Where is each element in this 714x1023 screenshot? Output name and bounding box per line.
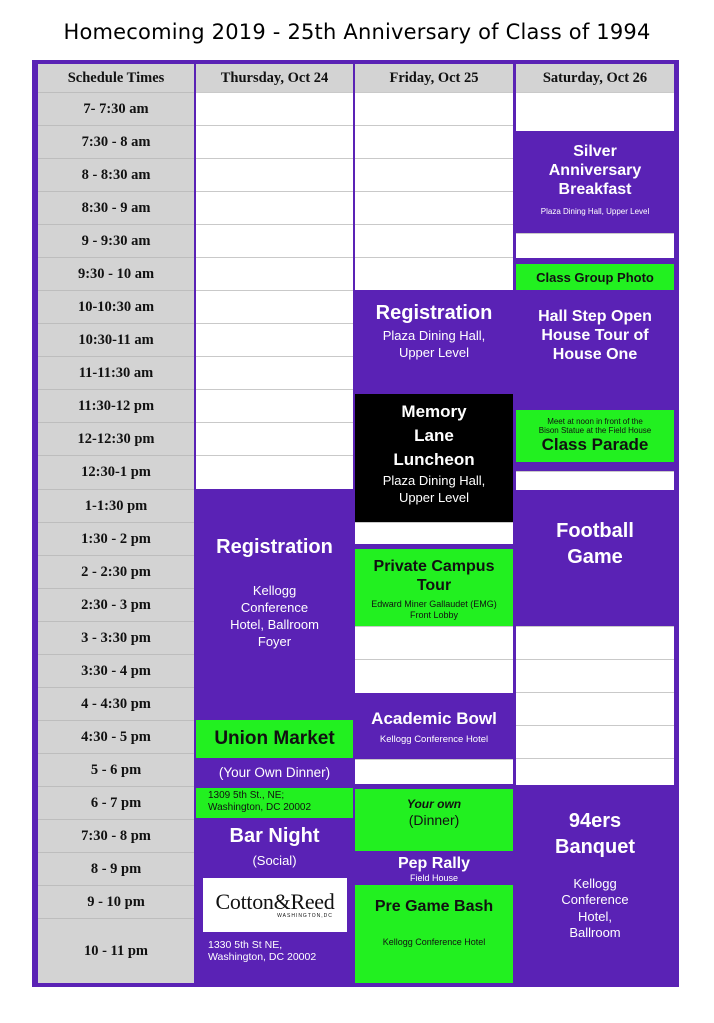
time-slot: 9 - 10 pm: [38, 885, 194, 918]
saturday-breakfast: [516, 136, 674, 233]
friday-campus-tour: [355, 549, 513, 626]
time-slot: 2 - 2:30 pm: [38, 555, 194, 588]
friday-pre-game: [355, 885, 513, 983]
class-photo-title: Class Group Photo: [536, 269, 654, 285]
address-line: Washington, DC 20002: [208, 951, 317, 964]
time-slot: 7:30 - 8 pm: [38, 819, 194, 852]
time-slot: 8 - 9 pm: [38, 852, 194, 885]
luncheon-title: Memory: [401, 402, 467, 421]
breakfast-line: Plaza Dining Hall, Upper Level: [540, 206, 650, 216]
time-slot: 11-11:30 am: [38, 356, 194, 389]
thursday-bar-night: [196, 818, 353, 983]
time-slot: 7- 7:30 am: [38, 92, 194, 125]
union-market-title: Union Market: [214, 727, 335, 749]
time-slot: 6 - 7 pm: [38, 786, 194, 819]
banquet-line: Conference: [561, 892, 629, 908]
saturday-class-photo: [516, 264, 674, 290]
friday-luncheon: [355, 394, 513, 522]
breakfast-title: Anniversary: [548, 162, 642, 180]
friday-pep-rally: [355, 851, 513, 885]
banquet-line: Kellogg: [573, 876, 617, 891]
breakfast-title: Silver: [573, 143, 617, 160]
dinner-title: Your own: [406, 797, 462, 811]
friday-registration: [355, 290, 513, 390]
registration-line: Plaza Dining Hall,: [382, 328, 486, 343]
friday-header: Friday, Oct 25: [355, 64, 513, 92]
bar-night-title: Bar Night: [229, 825, 320, 847]
cotton-reed-logo: [203, 878, 347, 932]
page-title: Homecoming 2019 - 25th Anniversary of Class of 1994: [63, 20, 651, 44]
banquet-title: Banquet: [555, 836, 635, 858]
time-slot: 10:30-11 am: [38, 323, 194, 356]
time-slot: 5 - 6 pm: [38, 753, 194, 786]
registration-line: Hotel, Ballroom: [230, 616, 319, 632]
parade-line: Bison Statue at the Field House: [538, 426, 652, 436]
tour-title: Private Campus: [373, 558, 495, 575]
time-slot: 1-1:30 pm: [38, 489, 194, 522]
time-slot: 4:30 - 5 pm: [38, 720, 194, 753]
logo-text: Cotton&Reed: [215, 889, 335, 914]
friday-dinner: [355, 789, 513, 851]
address-line: 1330 5th St NE,: [208, 939, 283, 951]
friday-column: [355, 64, 513, 983]
saturday-football: [516, 490, 674, 626]
time-slot: 7:30 - 8 am: [38, 125, 194, 158]
luncheon-title: Lane: [414, 425, 454, 445]
banquet-line: Ballroom: [569, 924, 621, 940]
saturday-hall-step: [516, 295, 674, 395]
tour-line: Front Lobby: [409, 609, 459, 620]
hall-step-title: House Tour of: [541, 327, 649, 345]
time-slot: 4 - 4:30 pm: [38, 687, 194, 720]
registration-line: Conference: [240, 599, 309, 615]
saturday-banquet: [516, 785, 674, 983]
time-slot: 10-10:30 am: [38, 290, 194, 323]
registration-line: Kellogg: [252, 583, 297, 598]
address-line: 1309 5th St., NE;: [208, 790, 285, 801]
academic-bowl-line: Kellogg Conference Hotel: [379, 734, 489, 746]
bar-night-note: (Social): [252, 853, 297, 868]
dinner-note: (Dinner): [408, 812, 460, 828]
times-header: Schedule Times: [38, 64, 194, 92]
union-market-note: (Your Own Dinner): [218, 765, 331, 780]
friday-registration-title: Registration: [375, 302, 493, 324]
time-slot: 10 - 11 pm: [38, 918, 194, 983]
tour-title: Tour: [416, 577, 452, 595]
thursday-union-market-details: [196, 758, 353, 788]
thursday-union-market: [196, 720, 353, 758]
tour-line: Edward Miner Gallaudet (EMG): [371, 599, 497, 610]
football-title: Game: [567, 546, 623, 568]
time-slot: 8 - 8:30 am: [38, 158, 194, 191]
schedule-table: [32, 60, 679, 987]
logo-subtext: WASHINGTON,DC: [277, 913, 333, 919]
pre-game-line: Kellogg Conference Hotel: [382, 937, 486, 948]
football-title: Football: [556, 520, 634, 542]
thursday-column: [196, 64, 353, 983]
pep-rally-line: Field House: [409, 873, 459, 884]
time-slot: 8:30 - 9 am: [38, 191, 194, 224]
saturday-column: [516, 64, 674, 983]
times-column: [38, 64, 194, 983]
luncheon-line: Upper Level: [398, 490, 470, 506]
time-slot: 1:30 - 2 pm: [38, 522, 194, 555]
saturday-header: Saturday, Oct 26: [516, 64, 674, 92]
thursday-registration: [196, 489, 353, 720]
pre-game-title: Pre Game Bash: [374, 898, 494, 915]
luncheon-line: Plaza Dining Hall,: [382, 473, 486, 489]
registration-line: Upper Level: [398, 344, 470, 360]
hall-step-title: House One: [552, 346, 638, 364]
time-slot: 2:30 - 3 pm: [38, 588, 194, 621]
breakfast-title: Breakfast: [558, 181, 632, 199]
thursday-union-market-address: [196, 788, 353, 818]
time-slot: 9 - 9:30 am: [38, 224, 194, 257]
thursday-header: Thursday, Oct 24: [196, 64, 353, 92]
luncheon-title: Luncheon: [393, 449, 475, 469]
saturday-class-parade: [516, 410, 674, 462]
address-line: Washington, DC 20002: [208, 801, 312, 813]
parade-line: Meet at noon in front of the: [547, 417, 643, 426]
hall-step-title: Hall Step Open: [538, 308, 652, 325]
academic-bowl-title: Academic Bowl: [371, 709, 497, 728]
parade-title: Class Parade: [541, 435, 649, 455]
time-slot: 12-12:30 pm: [38, 422, 194, 455]
banquet-title: 94ers: [568, 810, 622, 832]
time-slot: 11:30-12 pm: [38, 389, 194, 422]
pep-rally-title: Pep Rally: [397, 855, 471, 872]
friday-academic-bowl: [355, 693, 513, 759]
time-slot: 12:30-1 pm: [38, 455, 194, 489]
banquet-line: Hotel,: [578, 908, 612, 924]
time-slot: 3:30 - 4 pm: [38, 654, 194, 687]
time-slot: 9:30 - 10 am: [38, 257, 194, 290]
time-slot: 3 - 3:30 pm: [38, 621, 194, 654]
thursday-registration-title: Registration: [216, 536, 333, 558]
registration-line: Foyer: [257, 633, 292, 649]
